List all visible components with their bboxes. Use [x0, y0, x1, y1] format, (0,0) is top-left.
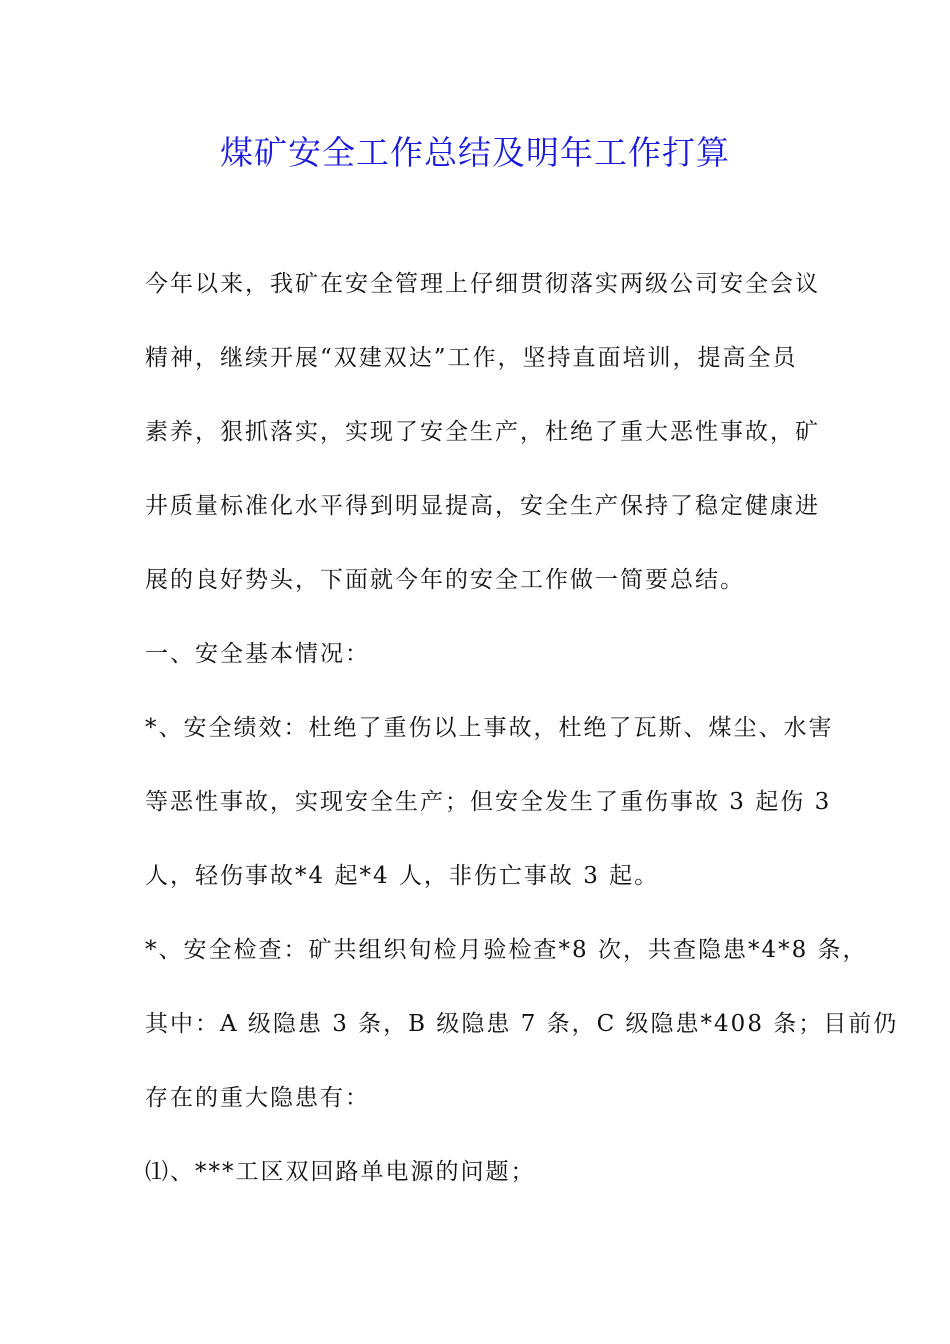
safety-performance-line-1: *、安全绩效：杜绝了重伤以上事故，杜绝了瓦斯、煤尘、水害	[145, 715, 834, 741]
paragraph-intro-line-2: 精神，继续开展“双建双达”工作，坚持直面培训，提高全员	[145, 345, 798, 371]
paragraph-intro-line-1: 今年以来，我矿在安全管理上仔细贯彻落实两级公司安全会议	[145, 271, 820, 297]
section-heading-basic-situation: 一、安全基本情况：	[145, 641, 370, 667]
paragraph-intro-line-4: 井质量标准化水平得到明显提高，安全生产保持了稳定健康进	[145, 493, 820, 519]
safety-inspection-line-3: 存在的重大隐患有：	[145, 1085, 370, 1111]
safety-inspection-line-2: 其中：A 级隐患 3 条，B 级隐患 7 条，C 级隐患*408 条；目前仍	[145, 1011, 899, 1037]
safety-inspection-line-1: *、安全检查：矿共组织旬检月验检查*8 次，共查隐患*4*8 条，	[145, 937, 868, 963]
safety-performance-line-3: 人，轻伤事故*4 起*4 人，非伤亡事故 3 起。	[145, 863, 660, 889]
document-title: 煤矿安全工作总结及明年工作打算	[220, 133, 730, 172]
major-hazard-item-1: ⑴、***工区双回路单电源的问题；	[145, 1159, 536, 1185]
paragraph-intro-line-5: 展的良好势头，下面就今年的安全工作做一简要总结。	[145, 567, 745, 593]
safety-performance-line-2: 等恶性事故，实现安全生产；但安全发生了重伤事故 3 起伤 3	[145, 789, 832, 815]
paragraph-intro-line-3: 素养，狠抓落实，实现了安全生产，杜绝了重大恶性事故，矿	[145, 419, 820, 445]
